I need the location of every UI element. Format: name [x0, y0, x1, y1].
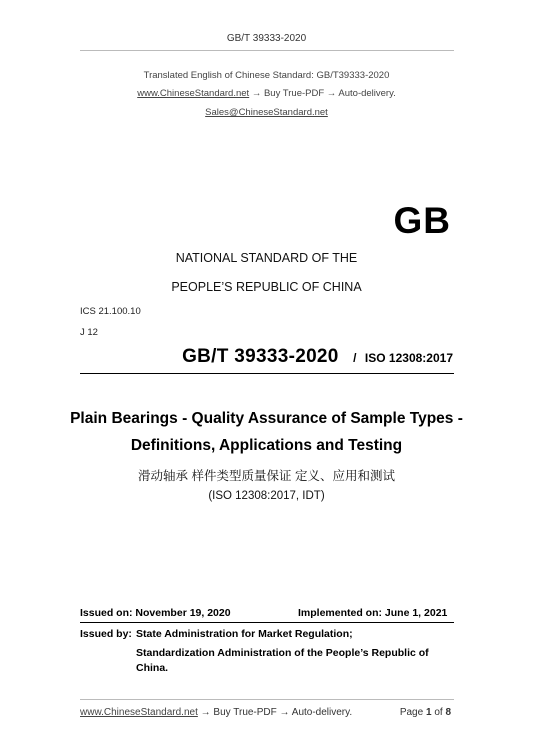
page-label: Page	[399, 707, 424, 718]
issuer-org-1: State Administration for Market Regulation;	[136, 628, 353, 640]
number-separator: /	[353, 351, 357, 365]
email-link[interactable]: Sales@ChineseStandard.net	[205, 107, 328, 118]
title-line-1: Plain Bearings - Quality Assurance of Sample Types -	[70, 410, 463, 427]
page-number: 1	[425, 707, 432, 718]
iso-number: ISO 12308:2017	[364, 351, 453, 365]
title-line-2: Definitions, Applications and Testing	[130, 437, 403, 454]
footer-buy-text: → Buy True-PDF → Auto-delivery.	[197, 707, 353, 718]
footer-divider	[80, 699, 454, 700]
iso-equivalence: (ISO 12308:2017, IDT)	[208, 490, 325, 502]
page-total: 8	[445, 707, 451, 718]
page-indicator	[400, 707, 451, 718]
title-divider	[80, 373, 454, 374]
buy-text: → Buy True-PDF → Auto-delivery.	[249, 88, 396, 99]
issued-by-label: Issued by:	[80, 628, 132, 640]
issued-date: Issued on: November 19, 2020	[80, 607, 231, 619]
gb-number: GB/T 39333-2020	[182, 346, 339, 367]
footer-links	[80, 707, 352, 718]
gb-logo: GB	[393, 200, 451, 241]
email-line	[0, 107, 533, 118]
issuer-org-2-line-2: China.	[136, 662, 169, 674]
national-line-2: PEOPLE’S REPUBLIC OF CHINA	[171, 280, 362, 294]
footer-site-link[interactable]: www.ChineseStandard.net	[80, 707, 198, 718]
issuer-org-2-line-1: Standardization Administration of the People’s Republic of	[136, 647, 429, 659]
header-divider	[80, 50, 454, 51]
implemented-date: Implemented on: June 1, 2021	[298, 607, 448, 619]
of-label: of	[434, 707, 443, 718]
site-link[interactable]: www.ChineseStandard.net	[137, 88, 250, 99]
dates-divider	[80, 622, 454, 623]
translation-line: Translated English of Chinese Standard: GB/T39333-2020	[143, 70, 390, 81]
standard-number	[182, 346, 453, 368]
header-doc-id: GB/T 39333-2020	[226, 33, 307, 44]
ccs-code: J 12	[80, 327, 98, 338]
translation-links	[0, 88, 533, 99]
chinese-title: 滑动轴承 样件类型质量保证 定义、应用和测试	[138, 469, 395, 483]
national-line-1: NATIONAL STANDARD OF THE	[175, 251, 358, 265]
ics-code: ICS 21.100.10	[80, 306, 141, 317]
